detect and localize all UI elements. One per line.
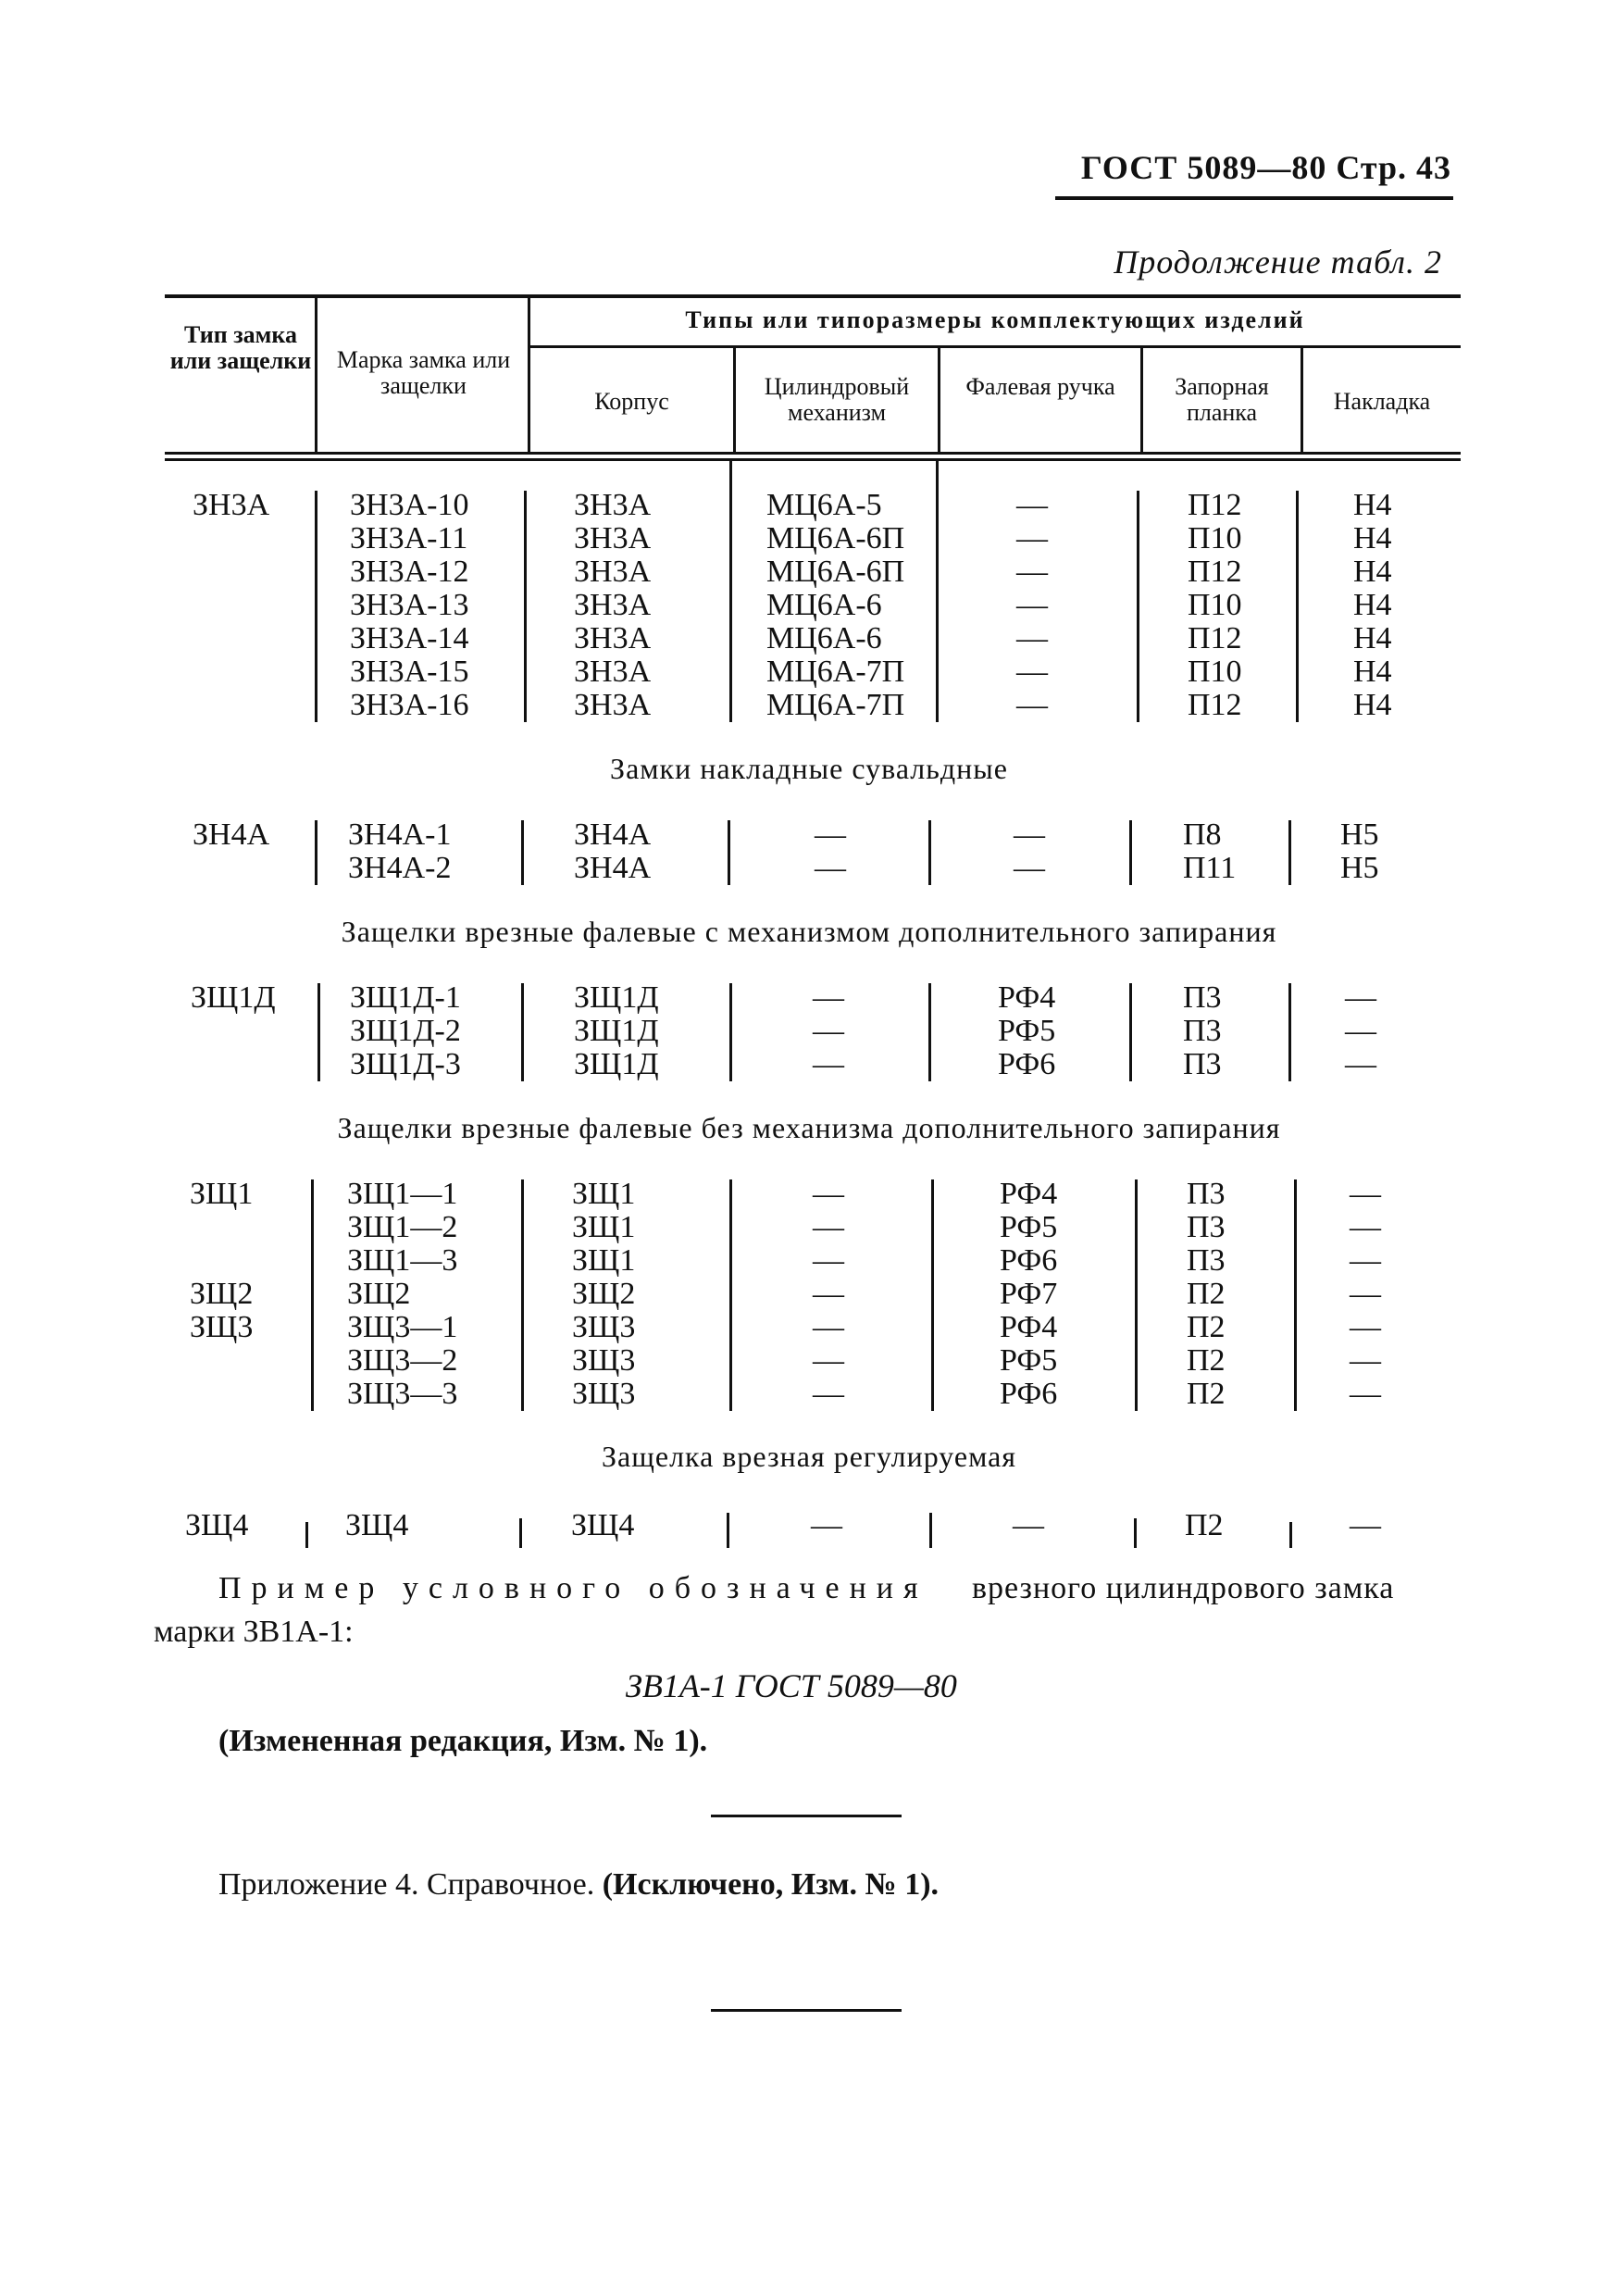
group-3n4a-handle: — —	[1014, 817, 1045, 885]
section-heading-latches-with-extra-locking: Защелки врезные фалевые с механизмом дополнительного запирания	[341, 915, 1277, 948]
table-header-bottom-rule-2	[165, 458, 1461, 461]
group-3n3a-body: ЗН3А ЗН3А ЗН3А ЗН3А ЗН3А ЗН3А ЗН3А	[574, 488, 652, 722]
table-continuation-label: Продолжение табл. 2	[1114, 243, 1442, 281]
group-3shch1d-strike: П3 П3 П3	[1183, 980, 1222, 1081]
row-divider	[728, 820, 730, 885]
section-heading-surface-lever-locks: Замки накладные сувальдные	[610, 752, 1008, 785]
group-3shch4-plate: —	[1350, 1508, 1381, 1542]
col-header-group: Типы или типоразмеры комплектующих изделий	[685, 306, 1305, 333]
row-divider	[521, 983, 524, 1081]
appendix-excluded: (Исключено, Изм. № 1).	[602, 1867, 940, 1902]
row-divider	[521, 820, 524, 885]
example-intro-spaced: Пример условного обозначения	[218, 1571, 928, 1605]
group-3n4a-cylinder: — —	[815, 817, 846, 885]
header-divider-2	[528, 298, 530, 452]
page-header: ГОСТ 5089—80 Стр. 43	[1080, 149, 1451, 186]
group-3n4a-body: ЗН4А ЗН4А	[574, 817, 652, 885]
group-3shch1-3-types: ЗЩ1 ЗЩ2 ЗЩ3	[190, 1177, 254, 1344]
row-divider	[519, 1518, 522, 1548]
group-3n4a-strike: П8 П11	[1183, 817, 1237, 885]
group-3shch1-3-marks: ЗЩ1—1 ЗЩ1—2 ЗЩ1—3 ЗЩ2 ЗЩ3—1 ЗЩ3—2 ЗЩ3—3	[347, 1177, 458, 1411]
row-divider	[524, 491, 527, 722]
group-3n3a-strike: П12 П10 П12 П10 П12 П10 П12	[1188, 488, 1242, 722]
row-divider	[521, 1179, 524, 1411]
row-divider	[929, 1513, 932, 1548]
row-divider	[936, 458, 939, 722]
example-intro-rest: врезного цилиндрового замка	[972, 1571, 1395, 1605]
separator-line	[711, 1815, 902, 1817]
appendix-label: Приложение 4. Справочное.	[218, 1867, 595, 1902]
row-divider	[1129, 820, 1132, 885]
group-3shch4-cylinder: —	[811, 1508, 842, 1542]
row-divider	[1288, 820, 1291, 885]
appendix-note	[218, 1867, 939, 1903]
row-divider	[729, 458, 732, 722]
row-divider	[729, 1179, 732, 1411]
header-divider-1	[315, 298, 317, 452]
row-divider	[311, 1179, 314, 1411]
row-divider	[1129, 983, 1132, 1081]
col-header-plate: Накладка	[1333, 388, 1431, 415]
group-3shch4-body: ЗЩ4	[571, 1508, 635, 1542]
group-3shch4-handle: —	[1013, 1508, 1044, 1542]
group-3shch1-3-cylinder: — — — — — — —	[813, 1177, 844, 1411]
group-3shch1d-marks: ЗЩ1Д-1 ЗЩ1Д-2 ЗЩ1Д-3	[350, 980, 461, 1081]
group-3n3a-handle: — — — — — — —	[1016, 488, 1048, 722]
col-header-strike: Запорная планка	[1175, 373, 1269, 426]
group-3n4a-marks: ЗН4А-1 ЗН4А-2	[348, 817, 452, 885]
group-3n3a-cylinder: МЦ6А-5 МЦ6А-6П МЦ6А-6П МЦ6А-6 МЦ6А-6 МЦ6А-7П МЦ6А-7П	[766, 488, 905, 722]
col-header-body: Корпус	[594, 388, 669, 415]
group-3n4a-plate: Н5 Н5	[1340, 817, 1379, 885]
row-divider	[928, 820, 931, 885]
group-3shch1-3-plate: — — — — — — —	[1350, 1177, 1381, 1411]
group-3n4a-type: ЗН4А	[193, 817, 270, 852]
row-divider	[1288, 983, 1291, 1081]
row-divider	[729, 983, 732, 1081]
group-3n3a-type: ЗН3А	[193, 488, 270, 522]
row-divider	[1294, 1179, 1297, 1411]
col-header-type: Тип замка или защелки	[169, 321, 312, 374]
row-divider	[931, 1179, 934, 1411]
group-3shch1d-type: ЗЩ1Д	[191, 980, 276, 1015]
group-3shch1d-plate: — — —	[1345, 980, 1376, 1081]
col-header-handle: Фалевая ручка	[965, 373, 1115, 400]
header-divider-4	[938, 348, 940, 452]
group-3shch1-3-body: ЗЩ1 ЗЩ1 ЗЩ1 ЗЩ2 ЗЩ3 ЗЩ3 ЗЩ3	[572, 1177, 636, 1411]
section-heading-adjustable-latch: Защелка врезная регулируемая	[601, 1440, 1017, 1473]
table-top-rule	[165, 294, 1461, 298]
group-3shch4-type: ЗЩ4	[185, 1508, 249, 1542]
example-designation: ЗВ1А-1 ГОСТ 5089—80	[626, 1667, 957, 1704]
example-intro-line2: марки ЗВ1А-1:	[154, 1615, 354, 1649]
header-rule	[1055, 196, 1453, 200]
group-3shch1d-body: ЗЩ1Д ЗЩ1Д ЗЩ1Д	[574, 980, 659, 1081]
row-divider	[317, 983, 320, 1081]
group-3shch1d-cylinder: — — —	[813, 980, 844, 1081]
group-3shch1-3-strike: П3 П3 П3 П2 П2 П2 П2	[1187, 1177, 1226, 1411]
group-3shch1d-handle: РФ4 РФ5 РФ6	[998, 980, 1056, 1081]
col-header-cylinder: Цилиндровый механизм	[764, 373, 910, 426]
group-3n3a-plate: Н4 Н4 Н4 Н4 Н4 Н4 Н4	[1353, 488, 1392, 722]
group-header-rule	[530, 345, 1461, 348]
row-divider	[315, 820, 317, 885]
group-3shch4-strike: П2	[1185, 1508, 1224, 1542]
group-3shch4-mark: ЗЩ4	[345, 1508, 409, 1542]
row-divider	[1135, 1179, 1138, 1411]
row-divider	[928, 983, 931, 1081]
row-divider	[1137, 491, 1139, 722]
group-3shch1-3-handle: РФ4 РФ5 РФ6 РФ7 РФ4 РФ5 РФ6	[1000, 1177, 1058, 1411]
table-header-bottom-rule-1	[165, 452, 1461, 455]
revision-note: (Измененная редакция, Изм. № 1).	[218, 1724, 708, 1758]
separator-line	[711, 2009, 902, 2012]
section-heading-latches-without-extra-locking: Защелки врезные фалевые без механизма дополнительного запирания	[337, 1111, 1281, 1144]
row-divider	[1134, 1518, 1137, 1548]
group-3n3a-marks: ЗН3А-10 ЗН3А-11 ЗН3А-12 ЗН3А-13 ЗН3А-14 ЗН3А-15 ЗН3А-16	[350, 488, 469, 722]
row-divider	[305, 1522, 308, 1548]
row-divider	[1289, 1522, 1292, 1548]
col-header-mark: Марка замка или защелки	[336, 346, 511, 399]
row-divider	[1296, 491, 1299, 722]
row-divider	[727, 1513, 729, 1548]
row-divider	[315, 491, 317, 722]
